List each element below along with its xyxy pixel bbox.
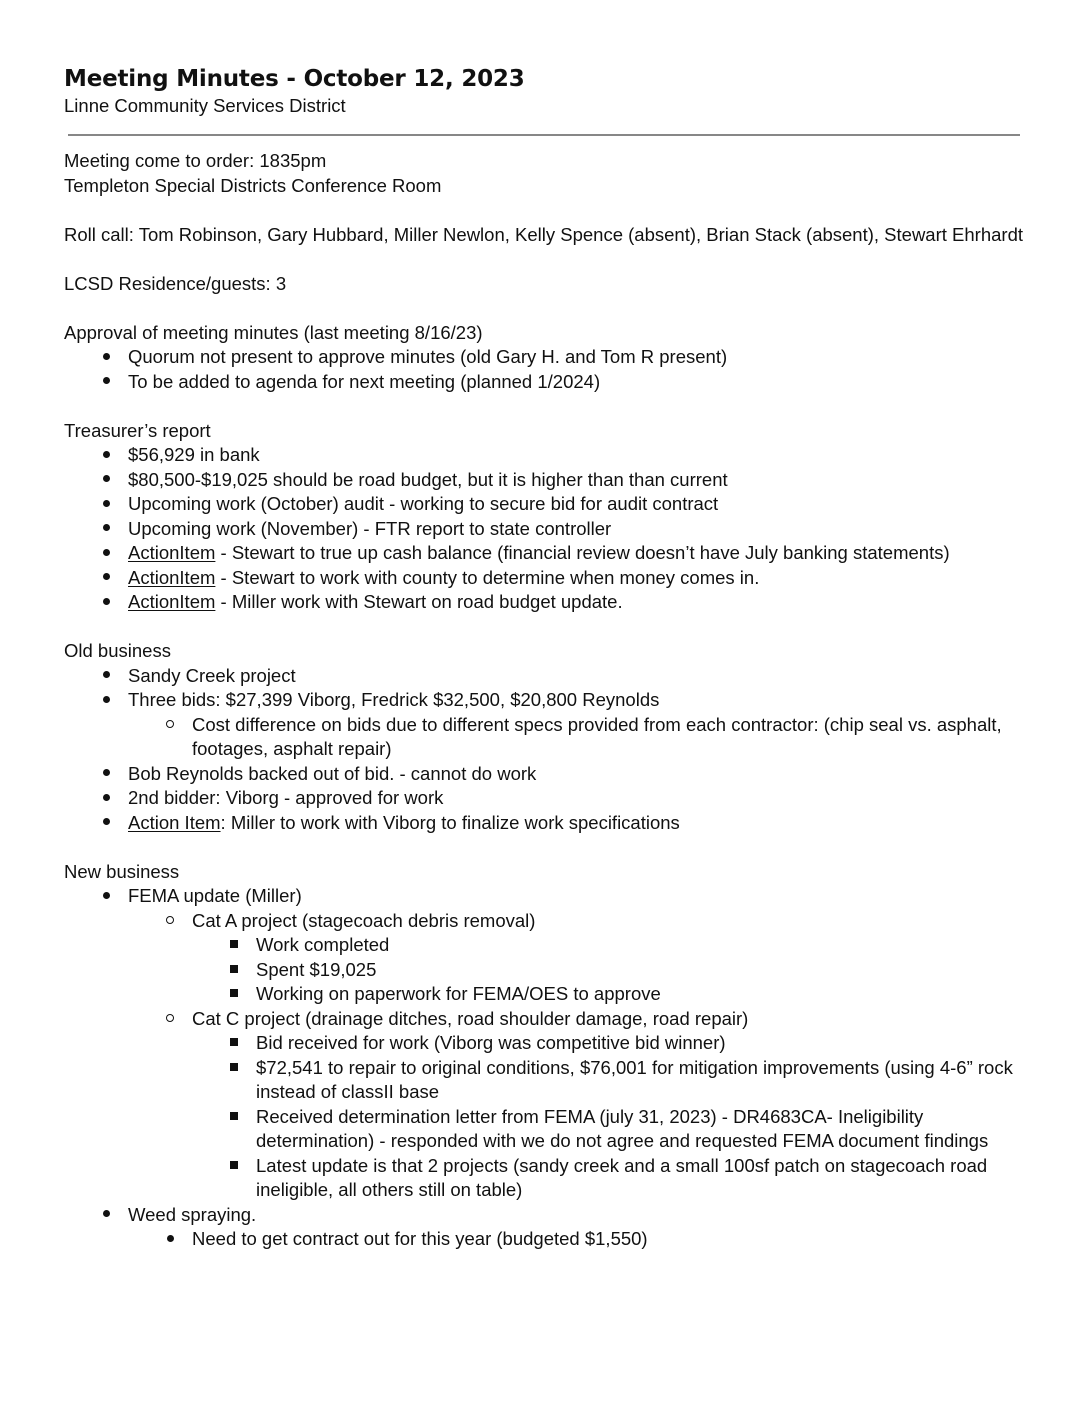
sub-list-item: Cat C project (drainage ditches, road shoulder damage, road repair): [64, 1007, 1024, 1032]
old-business-heading: Old business: [64, 640, 171, 661]
page-subtitle: Linne Community Services District: [64, 95, 346, 116]
old-business-list: [64, 664, 1024, 836]
call-to-order: Meeting come to order: 1835pm: [64, 150, 327, 171]
roll-call: Roll call: Tom Robinson, Gary Hubbard, Miller Newlon, Kelly Spence (absent), Brian Stack (absent), Stewart Ehrhardt: [64, 223, 1023, 245]
bullet-dot-icon: [160, 1227, 180, 1252]
action-item: ActionItem - Stewart to work with county to determine when money comes in.: [64, 566, 1024, 591]
action-item-link[interactable]: ActionItem: [128, 591, 216, 612]
list-item: FEMA update (Miller): [64, 884, 1024, 909]
bullet-dot-icon: [96, 566, 116, 591]
action-item: ActionItem - Stewart to true up cash balance (financial review doesn’t have July banking statements): [64, 541, 1024, 566]
bullet-dot-icon: [96, 590, 116, 615]
bullet-dot-icon: [96, 786, 116, 811]
treasurer-heading: Treasurer’s report: [64, 419, 211, 441]
approval-heading: Approval of meeting minutes (last meeting 8/16/23): [64, 321, 483, 343]
bullet-dot-icon: [96, 468, 116, 493]
bullet-dot-icon: [96, 664, 116, 689]
list-item: $56,929 in bank: [64, 443, 1024, 468]
approval-list: [64, 345, 1024, 394]
list-item: $80,500-$19,025 should be road budget, but it is higher than than current: [64, 468, 1024, 493]
bullet-dot-icon: [96, 1203, 116, 1228]
bullet-square-icon: [224, 1031, 244, 1056]
list-item: Quorum not present to approve minutes (old Gary H. and Tom R present): [64, 345, 1024, 370]
bullet-square-icon: [224, 1105, 244, 1130]
sub-sub-list-item: Spent $19,025: [64, 958, 1024, 983]
document-page: [64, 64, 1024, 1249]
page-title: Meeting Minutes - October 12, 2023: [64, 66, 525, 92]
action-item-link[interactable]: ActionItem: [128, 566, 216, 588]
sub-sub-list-item: Received determination letter from FEMA (july 31, 2023) - DR4683CA- Ineligibility determination) - responded with we do not agree and requested FEMA document findings: [64, 1105, 1024, 1154]
bullet-circle-icon: [160, 713, 180, 738]
bullet-square-icon: [224, 1154, 244, 1179]
list-item: Bob Reynolds backed out of bid. - cannot do work: [64, 762, 1024, 787]
bullet-circle-icon: [160, 909, 180, 934]
list-item: Sandy Creek project: [64, 664, 1024, 689]
bullet-square-icon: [224, 933, 244, 958]
bullet-circle-icon: [160, 1007, 180, 1032]
sub-list-item: Need to get contract out for this year (budgeted $1,550): [64, 1227, 1024, 1252]
bullet-dot-icon: [96, 345, 116, 370]
sub-list-item: Cat A project (stagecoach debris removal): [64, 909, 1024, 934]
sub-sub-list-item: $72,541 to repair to original conditions, $76,001 for mitigation improvements (using 4-6” rock instead of classII base: [64, 1056, 1024, 1105]
bullet-dot-icon: [96, 762, 116, 787]
list-item: Weed spraying.: [64, 1203, 1024, 1228]
bullet-dot-icon: [96, 541, 116, 566]
sub-list-item: Cost difference on bids due to different specs provided from each contractor: (chip seal vs. asphalt, footages, asphalt repair): [64, 713, 1024, 762]
new-business-list: [64, 884, 1024, 1252]
bullet-dot-icon: [96, 370, 116, 395]
bullet-dot-icon: [96, 688, 116, 713]
action-item-link[interactable]: Action Item: [128, 811, 221, 833]
meeting-location: Templeton Special Districts Conference Room: [64, 174, 442, 196]
bullet-square-icon: [224, 958, 244, 983]
guest-count: LCSD Residence/guests: 3: [64, 272, 287, 294]
horizontal-divider: [68, 134, 1020, 136]
bullet-dot-icon: [96, 492, 116, 517]
bullet-dot-icon: [96, 443, 116, 468]
action-item: Action Item: Miller to work with Viborg to finalize work specifications: [64, 811, 1024, 836]
treasurer-list: [64, 443, 1024, 615]
action-item-link[interactable]: ActionItem: [128, 542, 216, 563]
list-item: Three bids: $27,399 Viborg, Fredrick $32,500, $20,800 Reynolds: [64, 688, 1024, 713]
minutes-body: [64, 149, 1024, 1252]
bullet-dot-icon: [96, 517, 116, 542]
new-business-heading: New business: [64, 860, 180, 882]
list-item: Upcoming work (October) audit - working to secure bid for audit contract: [64, 492, 1024, 517]
sub-sub-list-item: Work completed: [64, 933, 1024, 958]
bullet-dot-icon: [96, 884, 116, 909]
list-item: 2nd bidder: Viborg - approved for work: [64, 786, 1024, 811]
bullet-square-icon: [224, 982, 244, 1007]
sub-sub-list-item: Latest update is that 2 projects (sandy creek and a small 100sf patch on stagecoach road ineligible, all others still on table): [64, 1154, 1024, 1203]
bullet-square-icon: [224, 1056, 244, 1081]
list-item: Upcoming work (November) - FTR report to state controller: [64, 517, 1024, 542]
list-item: To be added to agenda for next meeting (planned 1/2024): [64, 370, 1024, 395]
sub-sub-list-item: Bid received for work (Viborg was competitive bid winner): [64, 1031, 1024, 1056]
bullet-dot-icon: [96, 811, 116, 836]
action-item: ActionItem - Miller work with Stewart on road budget update.: [64, 590, 1024, 615]
sub-sub-list-item: Working on paperwork for FEMA/OES to approve: [64, 982, 1024, 1007]
